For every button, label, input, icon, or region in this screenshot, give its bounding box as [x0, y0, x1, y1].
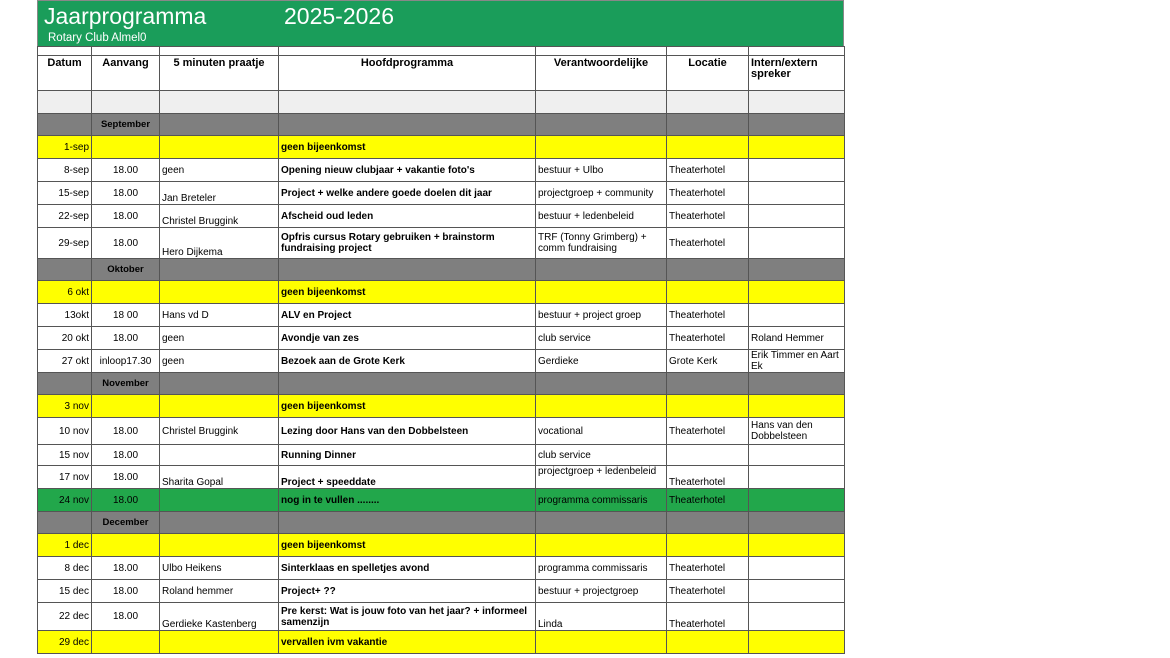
cell-spreker: Roland Hemmer — [749, 327, 845, 350]
cell-hoofdprogramma: ALV en Project — [279, 304, 536, 327]
cell-verantwoordelijke: Linda — [536, 603, 667, 631]
cell-aanvang: 18.00 — [92, 466, 160, 489]
cell-datum: 29 dec — [38, 631, 92, 654]
cell-datum: 22-sep — [38, 205, 92, 228]
cell-aanvang: 18.00 — [92, 159, 160, 182]
col-header-spreker: Intern/extern spreker — [749, 56, 845, 91]
table-row — [38, 281, 845, 304]
cell-verantwoordelijke: bestuur + project groep — [536, 304, 667, 327]
cell-aanvang: 18.00 — [92, 603, 160, 631]
cell-hoofdprogramma: Sinterklaas en spelletjes avond — [279, 557, 536, 580]
cell-praatje: Roland hemmer — [160, 580, 279, 603]
col-header-praatje: 5 minuten praatje — [160, 56, 279, 91]
cell-locatie: Theaterhotel — [667, 205, 749, 228]
table-row — [38, 159, 845, 182]
cell-aanvang: 18.00 — [92, 445, 160, 466]
cell-locatie: Theaterhotel — [667, 603, 749, 631]
club-name: Rotary Club Almel0 — [48, 32, 147, 44]
spacer-row — [38, 47, 845, 56]
cell-hoofdprogramma: Project + speeddate — [279, 466, 536, 489]
cell-locatie: Theaterhotel — [667, 489, 749, 512]
cell-spreker: Erik Timmer en Aart Ek — [749, 350, 845, 373]
cell-datum: 6 okt — [38, 281, 92, 304]
cell-hoofdprogramma: geen bijeenkomst — [279, 395, 536, 418]
cell-aanvang: inloop17.30 — [92, 350, 160, 373]
cell-hoofdprogramma: geen bijeenkomst — [279, 534, 536, 557]
cell-verantwoordelijke: programma commissaris — [536, 489, 667, 512]
cell-locatie: Theaterhotel — [667, 466, 749, 489]
col-header-datum: Datum — [38, 56, 92, 91]
cell-datum: 15-sep — [38, 182, 92, 205]
cell-hoofdprogramma: Opening nieuw clubjaar + vakantie foto's — [279, 159, 536, 182]
table-row — [38, 304, 845, 327]
cell-datum: 22 dec — [38, 603, 92, 631]
cell-hoofdprogramma: geen bijeenkomst — [279, 281, 536, 304]
cell-hoofdprogramma: Bezoek aan de Grote Kerk — [279, 350, 536, 373]
month-label: Oktober — [92, 259, 160, 281]
cell-praatje: Hans vd D — [160, 304, 279, 327]
cell-verantwoordelijke: TRF (Tonny Grimberg) + comm fundraising — [536, 228, 667, 259]
cell-locatie: Theaterhotel — [667, 418, 749, 445]
cell-praatje: Hero Dijkema — [160, 228, 279, 259]
cell-hoofdprogramma: vervallen ivm vakantie — [279, 631, 536, 654]
cell-aanvang: 18.00 — [92, 327, 160, 350]
cell-verantwoordelijke: bestuur + Ulbo — [536, 159, 667, 182]
cell-praatje: Gerdieke Kastenberg — [160, 603, 279, 631]
page-title: Jaarprogramma — [44, 3, 207, 29]
cell-verantwoordelijke: bestuur + ledenbeleid — [536, 205, 667, 228]
cell-aanvang: 18.00 — [92, 418, 160, 445]
month-label: September — [92, 114, 160, 136]
cell-verantwoordelijke: Gerdieke — [536, 350, 667, 373]
cell-locatie: Theaterhotel — [667, 327, 749, 350]
cell-locatie: Theaterhotel — [667, 557, 749, 580]
cell-datum: 17 nov — [38, 466, 92, 489]
cell-hoofdprogramma: Avondje van zes — [279, 327, 536, 350]
program-table — [37, 46, 845, 654]
header-row — [38, 56, 845, 91]
table-row — [38, 395, 845, 418]
table-row — [38, 445, 845, 466]
cell-datum: 8 dec — [38, 557, 92, 580]
cell-verantwoordelijke: bestuur + projectgroep — [536, 580, 667, 603]
cell-datum: 10 nov — [38, 418, 92, 445]
cell-hoofdprogramma: nog in te vullen ........ — [279, 489, 536, 512]
cell-datum: 20 okt — [38, 327, 92, 350]
cell-datum: 8-sep — [38, 159, 92, 182]
blank-row — [38, 91, 845, 114]
cell-praatje: Christel Bruggink — [160, 418, 279, 445]
cell-datum: 1 dec — [38, 534, 92, 557]
cell-praatje: geen — [160, 159, 279, 182]
month-label: November — [92, 373, 160, 395]
cell-datum: 1-sep — [38, 136, 92, 159]
cell-locatie: Theaterhotel — [667, 159, 749, 182]
cell-hoofdprogramma: Project+ ?? — [279, 580, 536, 603]
col-header-verantwoordelijke: Verantwoordelijke — [536, 56, 667, 91]
table-row — [38, 557, 845, 580]
table-row — [38, 489, 845, 512]
table-row — [38, 534, 845, 557]
table-row — [38, 182, 845, 205]
cell-verantwoordelijke: vocational — [536, 418, 667, 445]
table-row — [38, 228, 845, 259]
table-row — [38, 327, 845, 350]
month-row-oktober — [38, 259, 845, 281]
cell-verantwoordelijke: programma commissaris — [536, 557, 667, 580]
cell-verantwoordelijke: projectgroep + ledenbeleid — [536, 466, 667, 489]
table-row — [38, 136, 845, 159]
cell-verantwoordelijke: projectgroep + community — [536, 182, 667, 205]
table-row — [38, 350, 845, 373]
cell-hoofdprogramma: Pre kerst: Wat is jouw foto van het jaar? + informeel samenzijn — [279, 603, 536, 631]
cell-locatie: Grote Kerk — [667, 350, 749, 373]
cell-hoofdprogramma: Afscheid oud leden — [279, 205, 536, 228]
month-row-december — [38, 512, 845, 534]
table-row — [38, 418, 845, 445]
cell-datum: 13okt — [38, 304, 92, 327]
cell-aanvang: 18.00 — [92, 580, 160, 603]
col-header-aanvang: Aanvang — [92, 56, 160, 91]
cell-aanvang: 18.00 — [92, 228, 160, 259]
cell-datum: 24 nov — [38, 489, 92, 512]
month-row-november — [38, 373, 845, 395]
table-row — [38, 466, 845, 489]
table-row — [38, 603, 845, 631]
cell-praatje: Jan Breteler — [160, 182, 279, 205]
cell-datum: 15 nov — [38, 445, 92, 466]
cell-hoofdprogramma: Project + welke andere goede doelen dit jaar — [279, 182, 536, 205]
cell-locatie: Theaterhotel — [667, 580, 749, 603]
cell-aanvang: 18.00 — [92, 205, 160, 228]
cell-datum: 29-sep — [38, 228, 92, 259]
cell-locatie: Theaterhotel — [667, 182, 749, 205]
cell-praatje: Christel Bruggink — [160, 205, 279, 228]
cell-hoofdprogramma: Lezing door Hans van den Dobbelsteen — [279, 418, 536, 445]
table-row — [38, 580, 845, 603]
table-row — [38, 205, 845, 228]
table-row — [38, 631, 845, 654]
cell-datum: 3 nov — [38, 395, 92, 418]
cell-hoofdprogramma: geen bijeenkomst — [279, 136, 536, 159]
cell-praatje: geen — [160, 350, 279, 373]
cell-aanvang: 18.00 — [92, 489, 160, 512]
cell-datum: 15 dec — [38, 580, 92, 603]
cell-aanvang: 18.00 — [92, 557, 160, 580]
spreadsheet — [37, 0, 844, 654]
cell-praatje: Ulbo Heikens — [160, 557, 279, 580]
cell-aanvang: 18 00 — [92, 304, 160, 327]
cell-aanvang: 18.00 — [92, 182, 160, 205]
cell-praatje: geen — [160, 327, 279, 350]
title-banner — [37, 0, 844, 46]
cell-spreker: Hans van den Dobbelsteen — [749, 418, 845, 445]
cell-locatie: Theaterhotel — [667, 228, 749, 259]
cell-datum: 27 okt — [38, 350, 92, 373]
cell-hoofdprogramma: Opfris cursus Rotary gebruiken + brainstorm fundraising project — [279, 228, 536, 259]
col-header-locatie: Locatie — [667, 56, 749, 91]
cell-hoofdprogramma: Running Dinner — [279, 445, 536, 466]
cell-verantwoordelijke: club service — [536, 445, 667, 466]
cell-verantwoordelijke: club service — [536, 327, 667, 350]
cell-locatie: Theaterhotel — [667, 304, 749, 327]
cell-praatje: Sharita Gopal — [160, 466, 279, 489]
month-row-september — [38, 114, 845, 136]
col-header-hoofdprogramma: Hoofdprogramma — [279, 56, 536, 91]
year-label: 2025-2026 — [284, 3, 394, 29]
month-label: December — [92, 512, 160, 534]
